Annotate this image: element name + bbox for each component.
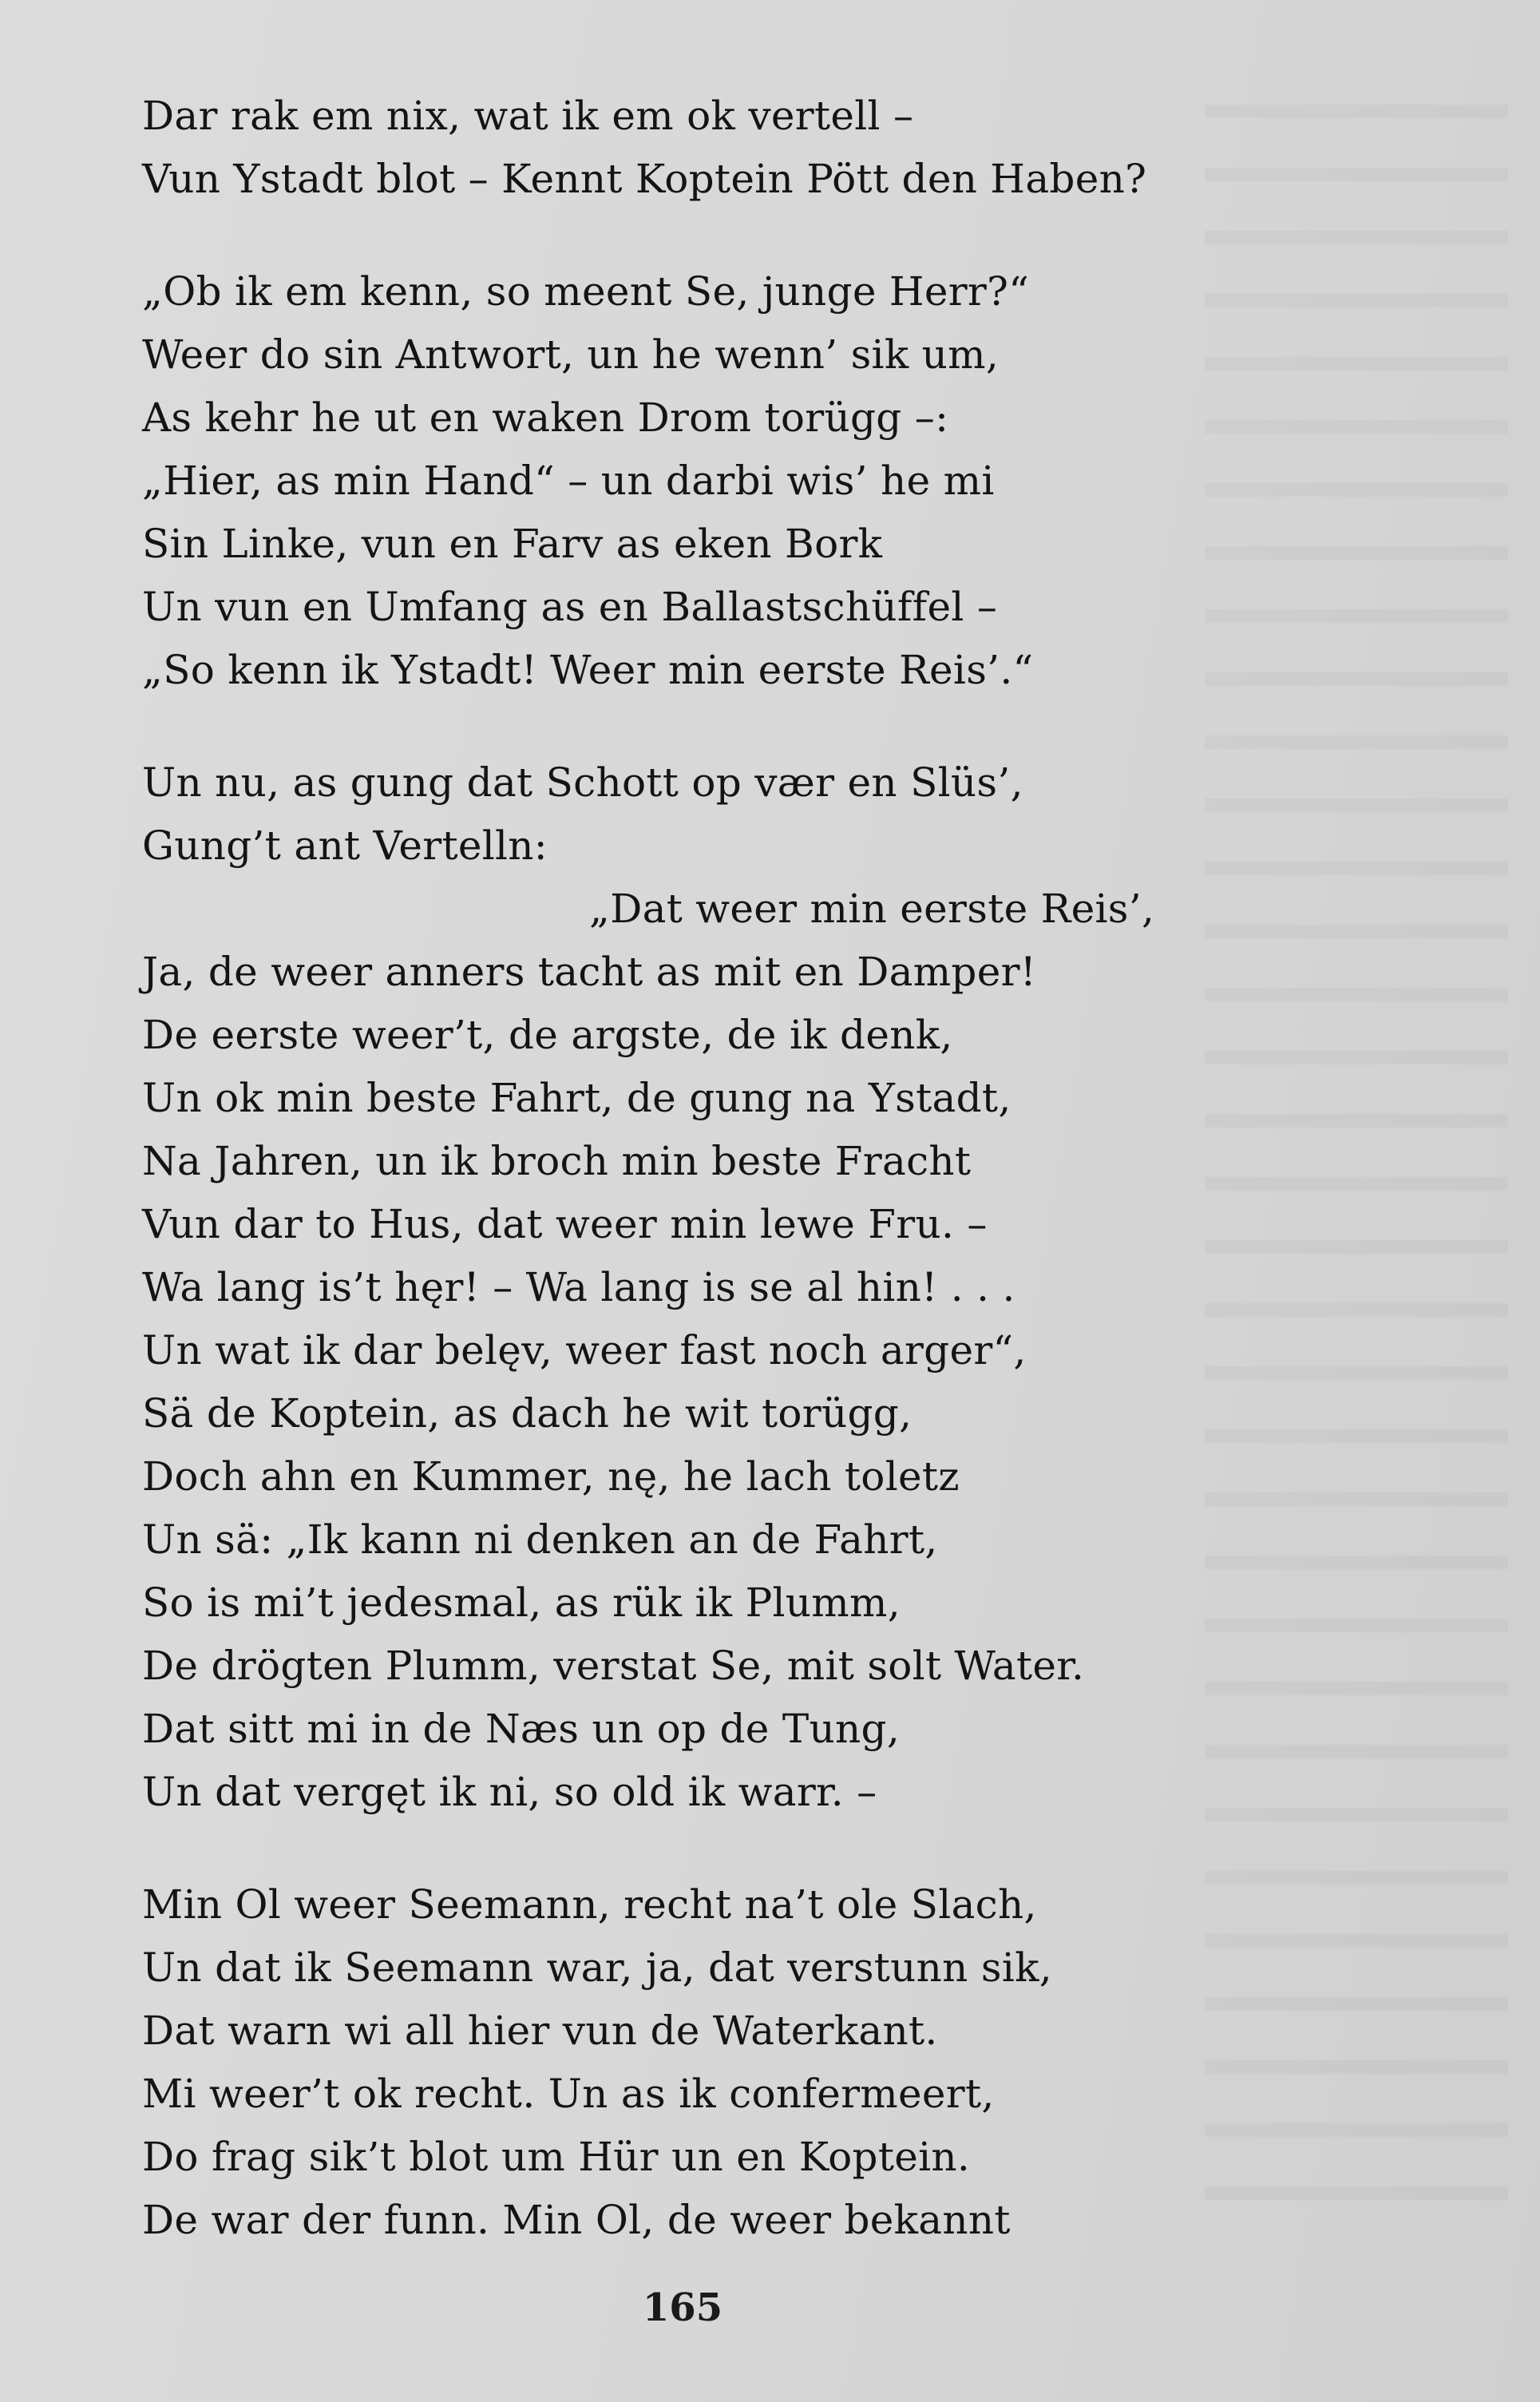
poem-line: Ja, de weer anners tacht as mit en Damper! (142, 949, 1037, 995)
poem-line: „Ob ik em kenn, so meent Se, junge Herr?“ (142, 268, 1030, 315)
poem-line: Doch ahn en Kummer, nę, he lach toletz (142, 1453, 960, 1500)
poem-line: Un nu, as gung dat Schott op vær en Slüs’, (142, 759, 1023, 806)
poem-line: Un ok min beste Fahrt, de gung na Ystadt, (142, 1075, 1011, 1121)
poem-line: So is mi’t jedesmal, as rük ik Plumm, (142, 1580, 901, 1626)
poem-line: Sä de Koptein, as dach he wit torügg, (142, 1390, 913, 1437)
poem-line: Vun Ystadt blot – Kennt Koptein Pött den Haben? (142, 156, 1147, 202)
poem-line: De eerste weer’t, de argste, de ik denk, (142, 1012, 953, 1058)
poem-line: Vun dar to Hus, dat weer min lewe Fru. – (142, 1201, 988, 1247)
poem-line-indented: „Dat weer min eerste Reis’, (589, 886, 1155, 932)
poem-line: As kehr he ut en waken Drom torügg –: (142, 394, 949, 441)
poem-line: „So kenn ik Ystadt! Weer min eerste Reis’.“ (142, 647, 1034, 693)
show-through-text (1205, 64, 1508, 2220)
poem-text (142, 85, 1244, 2252)
stanza-1 (142, 85, 1244, 211)
poem-line: Weer do sin Antwort, un he wenn’ sik um, (142, 331, 1000, 378)
poem-line: Do frag sik’t blot um Hür un en Koptein. (142, 2134, 971, 2180)
poem-line: Un dat ik Seemann war, ja, dat verstunn sik, (142, 1944, 1052, 1991)
poem-line: Un wat ik dar belęv, weer fast noch arger“, (142, 1327, 1027, 1373)
poem-line: Un sä: „Ik kann ni denken an de Fahrt, (142, 1516, 938, 1563)
poem-line: De war der funn. Min Ol, de weer bekannt (142, 2197, 1011, 2243)
poem-line: De drögten Plumm, verstat Se, mit solt Water. (142, 1643, 1085, 1689)
poem-line: Dar rak em nix, wat ik em ok vertell – (142, 93, 914, 139)
poem-line: Sin Linke, vun en Farv as eken Bork (142, 521, 883, 567)
stanza-2 (142, 260, 1244, 702)
poem-line: Dat warn wi all hier vun de Waterkant. (142, 2008, 938, 2054)
stanza-3 (142, 751, 1244, 1824)
stanza-4 (142, 1873, 1244, 2252)
poem-line: Mi weer’t ok recht. Un as ik confermeert, (142, 2071, 995, 2117)
poem-line: „Hier, as min Hand“ – un darbi wis’ he mi (142, 458, 995, 504)
poem-line: Gung’t ant Vertelln: (142, 822, 548, 869)
poem-line: Un dat vergęt ik ni, so old ik warr. – (142, 1769, 877, 1815)
poem-line: Na Jahren, un ik broch min beste Fracht (142, 1138, 972, 1184)
poem-line: Dat sitt mi in de Næs un op de Tung, (142, 1706, 901, 1752)
poem-line: Un vun en Umfang as en Ballastschüffel – (142, 584, 998, 630)
poem-line: Wa lang is’t hęr! – Wa lang is se al hin! . . . (142, 1264, 1015, 1310)
page-number: 165 (642, 2285, 723, 2330)
poem-line: Min Ol weer Seemann, recht na’t ole Slach, (142, 1881, 1037, 1928)
